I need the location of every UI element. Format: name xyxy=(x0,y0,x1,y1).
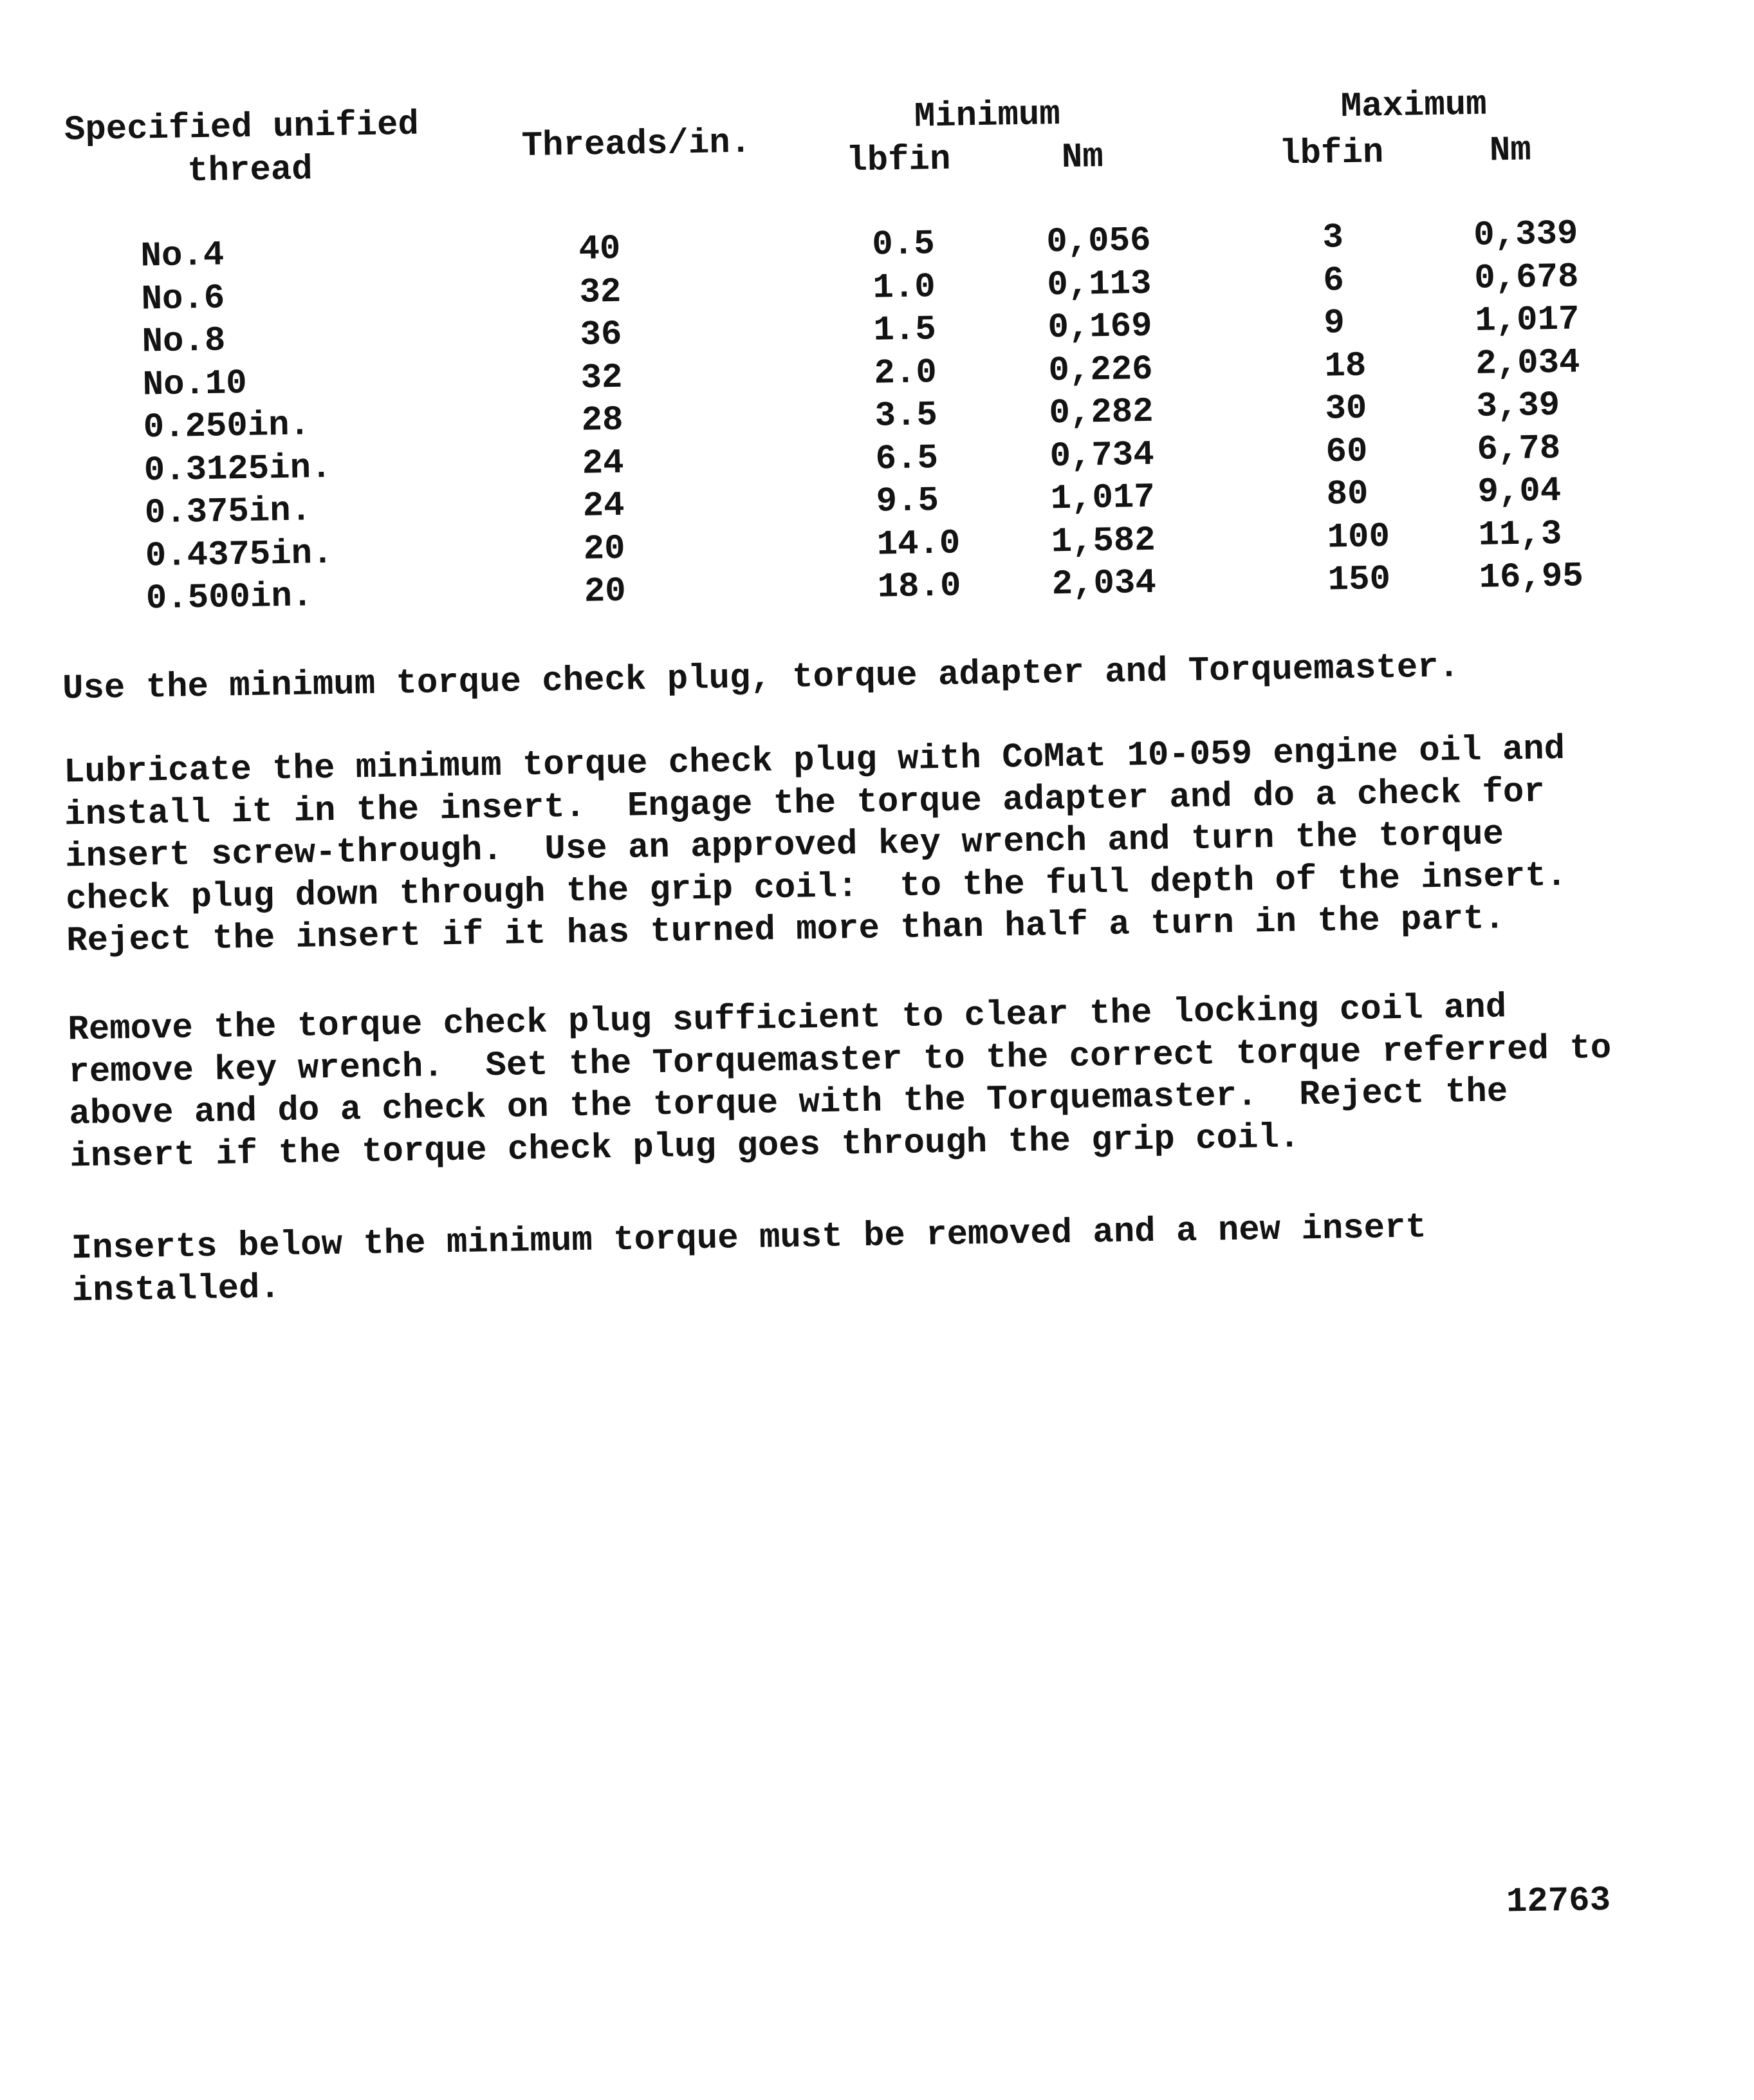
column-header-thread-line2: thread xyxy=(187,150,313,192)
min-lbfin-cell: 1.5 xyxy=(873,310,937,351)
thread-size-cell: 0.500in. xyxy=(145,577,313,619)
max-nm-cell: 11,3 xyxy=(1478,514,1562,555)
min-lbfin-cell: 0.5 xyxy=(871,225,936,265)
max-lbfin-cell: 100 xyxy=(1327,517,1390,558)
threads-per-inch-cell: 36 xyxy=(580,315,622,355)
min-lbfin-cell: 6.5 xyxy=(875,438,939,479)
table-column-max-lbfin xyxy=(1322,216,1391,602)
threads-per-inch-cell: 20 xyxy=(584,571,627,612)
table-column-min-lbfin xyxy=(872,223,961,609)
min-lbfin-cell: 2.0 xyxy=(874,353,937,394)
max-lbfin-cell: 150 xyxy=(1327,560,1391,600)
max-nm-cell: 0,339 xyxy=(1473,214,1578,256)
max-nm-cell: 3,39 xyxy=(1476,386,1560,427)
min-nm-cell: 1,017 xyxy=(1050,478,1156,519)
max-lbfin-cell: 9 xyxy=(1323,304,1345,344)
max-lbfin-cell: 6 xyxy=(1322,261,1345,301)
thread-size-cell: No.8 xyxy=(142,321,226,362)
max-lbfin-cell: 60 xyxy=(1325,432,1368,472)
max-nm-cell: 9,04 xyxy=(1477,471,1562,512)
min-lbfin-cell: 1.0 xyxy=(872,267,936,308)
threads-per-inch-cell: 40 xyxy=(578,229,621,270)
thread-size-cell: 0.375in. xyxy=(144,491,312,534)
max-nm-cell: 1,017 xyxy=(1474,300,1580,341)
column-header-thread-line1: Specified unified xyxy=(64,105,420,151)
thread-size-cell: 0.4375in. xyxy=(145,534,333,576)
min-nm-cell: 0,056 xyxy=(1046,221,1151,263)
max-lbfin-cell: 3 xyxy=(1322,218,1344,258)
threads-per-inch-cell: 24 xyxy=(582,443,625,484)
min-lbfin-cell: 18.0 xyxy=(877,566,961,608)
thread-size-cell: No.4 xyxy=(140,236,225,277)
min-nm-cell: 0,282 xyxy=(1049,392,1154,434)
threads-per-inch-cell: 24 xyxy=(582,486,625,526)
threads-per-inch-cell: 32 xyxy=(580,358,623,398)
max-lbfin-cell: 80 xyxy=(1326,474,1369,515)
min-nm-cell: 0,226 xyxy=(1048,349,1154,391)
max-nm-cell: 16,95 xyxy=(1479,557,1584,598)
column-header-minimum: Minimum xyxy=(914,95,1061,137)
paragraph-inserts-below-minimum: Inserts below the minimum torque must be removed and a new insert installed. xyxy=(71,1208,1427,1311)
column-header-maximum: Maximum xyxy=(1340,85,1488,127)
table-column-min-nm xyxy=(1046,220,1156,607)
table-column-max-nm xyxy=(1473,213,1583,600)
min-nm-cell: 0,734 xyxy=(1049,435,1155,476)
max-lbfin-cell: 30 xyxy=(1325,389,1367,429)
min-nm-cell: 1,582 xyxy=(1051,521,1156,562)
table-column-thread xyxy=(140,233,334,621)
column-subheader-max-nm: Nm xyxy=(1489,131,1532,171)
column-header-threads-per-inch: Threads/in. xyxy=(521,123,752,167)
threads-per-inch-cell: 32 xyxy=(579,272,622,313)
min-nm-cell: 0,169 xyxy=(1048,306,1152,348)
paragraph-use-minimum-torque: Use the minimum torque check plug, torque adapter and Torquemaster. xyxy=(62,647,1460,709)
thread-size-cell: 0.250in. xyxy=(143,405,311,448)
min-lbfin-cell: 3.5 xyxy=(874,396,938,436)
max-nm-cell: 2,034 xyxy=(1475,342,1580,384)
thread-size-cell: 0.3125in. xyxy=(143,448,332,490)
min-lbfin-cell: 14.0 xyxy=(876,524,961,565)
threads-per-inch-cell: 20 xyxy=(583,529,626,570)
column-subheader-min-lbfin: lbfin xyxy=(845,140,951,181)
column-subheader-min-nm: Nm xyxy=(1061,137,1104,178)
min-lbfin-cell: 9.5 xyxy=(876,481,939,522)
paragraph-lubricate-check-plug: Lubricate the minimum torque check plug with CoMat 10-059 engine oil and install it in the insert. Engage the torque adapter and do a check for insert screw-through. Use an approved key wrench and turn the torque check plug down through the grip coil: to the full depth of the insert. Reject the insert if it has turned more than half a turn in the part. xyxy=(63,729,1567,962)
min-nm-cell: 0,113 xyxy=(1046,264,1152,305)
max-nm-cell: 6,78 xyxy=(1477,429,1561,470)
table-column-threads-per-inch xyxy=(578,228,626,614)
min-nm-cell: 2,034 xyxy=(1051,563,1157,605)
thread-size-cell: No.6 xyxy=(141,278,225,319)
thread-size-cell: No.10 xyxy=(142,364,248,405)
max-nm-cell: 0,678 xyxy=(1473,257,1579,299)
page-number: 12763 xyxy=(1506,1881,1611,1922)
paragraph-remove-check-plug: Remove the torque check plug sufficient to clear the locking coil and remove key wrench. Set the Torquemaster to the correct torque referred to above and do a check on the torque with the Torquemaster. Reject the insert if the torque check plug goes through the grip coil. xyxy=(67,988,1612,1176)
max-lbfin-cell: 18 xyxy=(1324,346,1367,387)
column-subheader-max-lbfin: lbfin xyxy=(1279,133,1384,174)
threads-per-inch-cell: 28 xyxy=(581,400,623,441)
